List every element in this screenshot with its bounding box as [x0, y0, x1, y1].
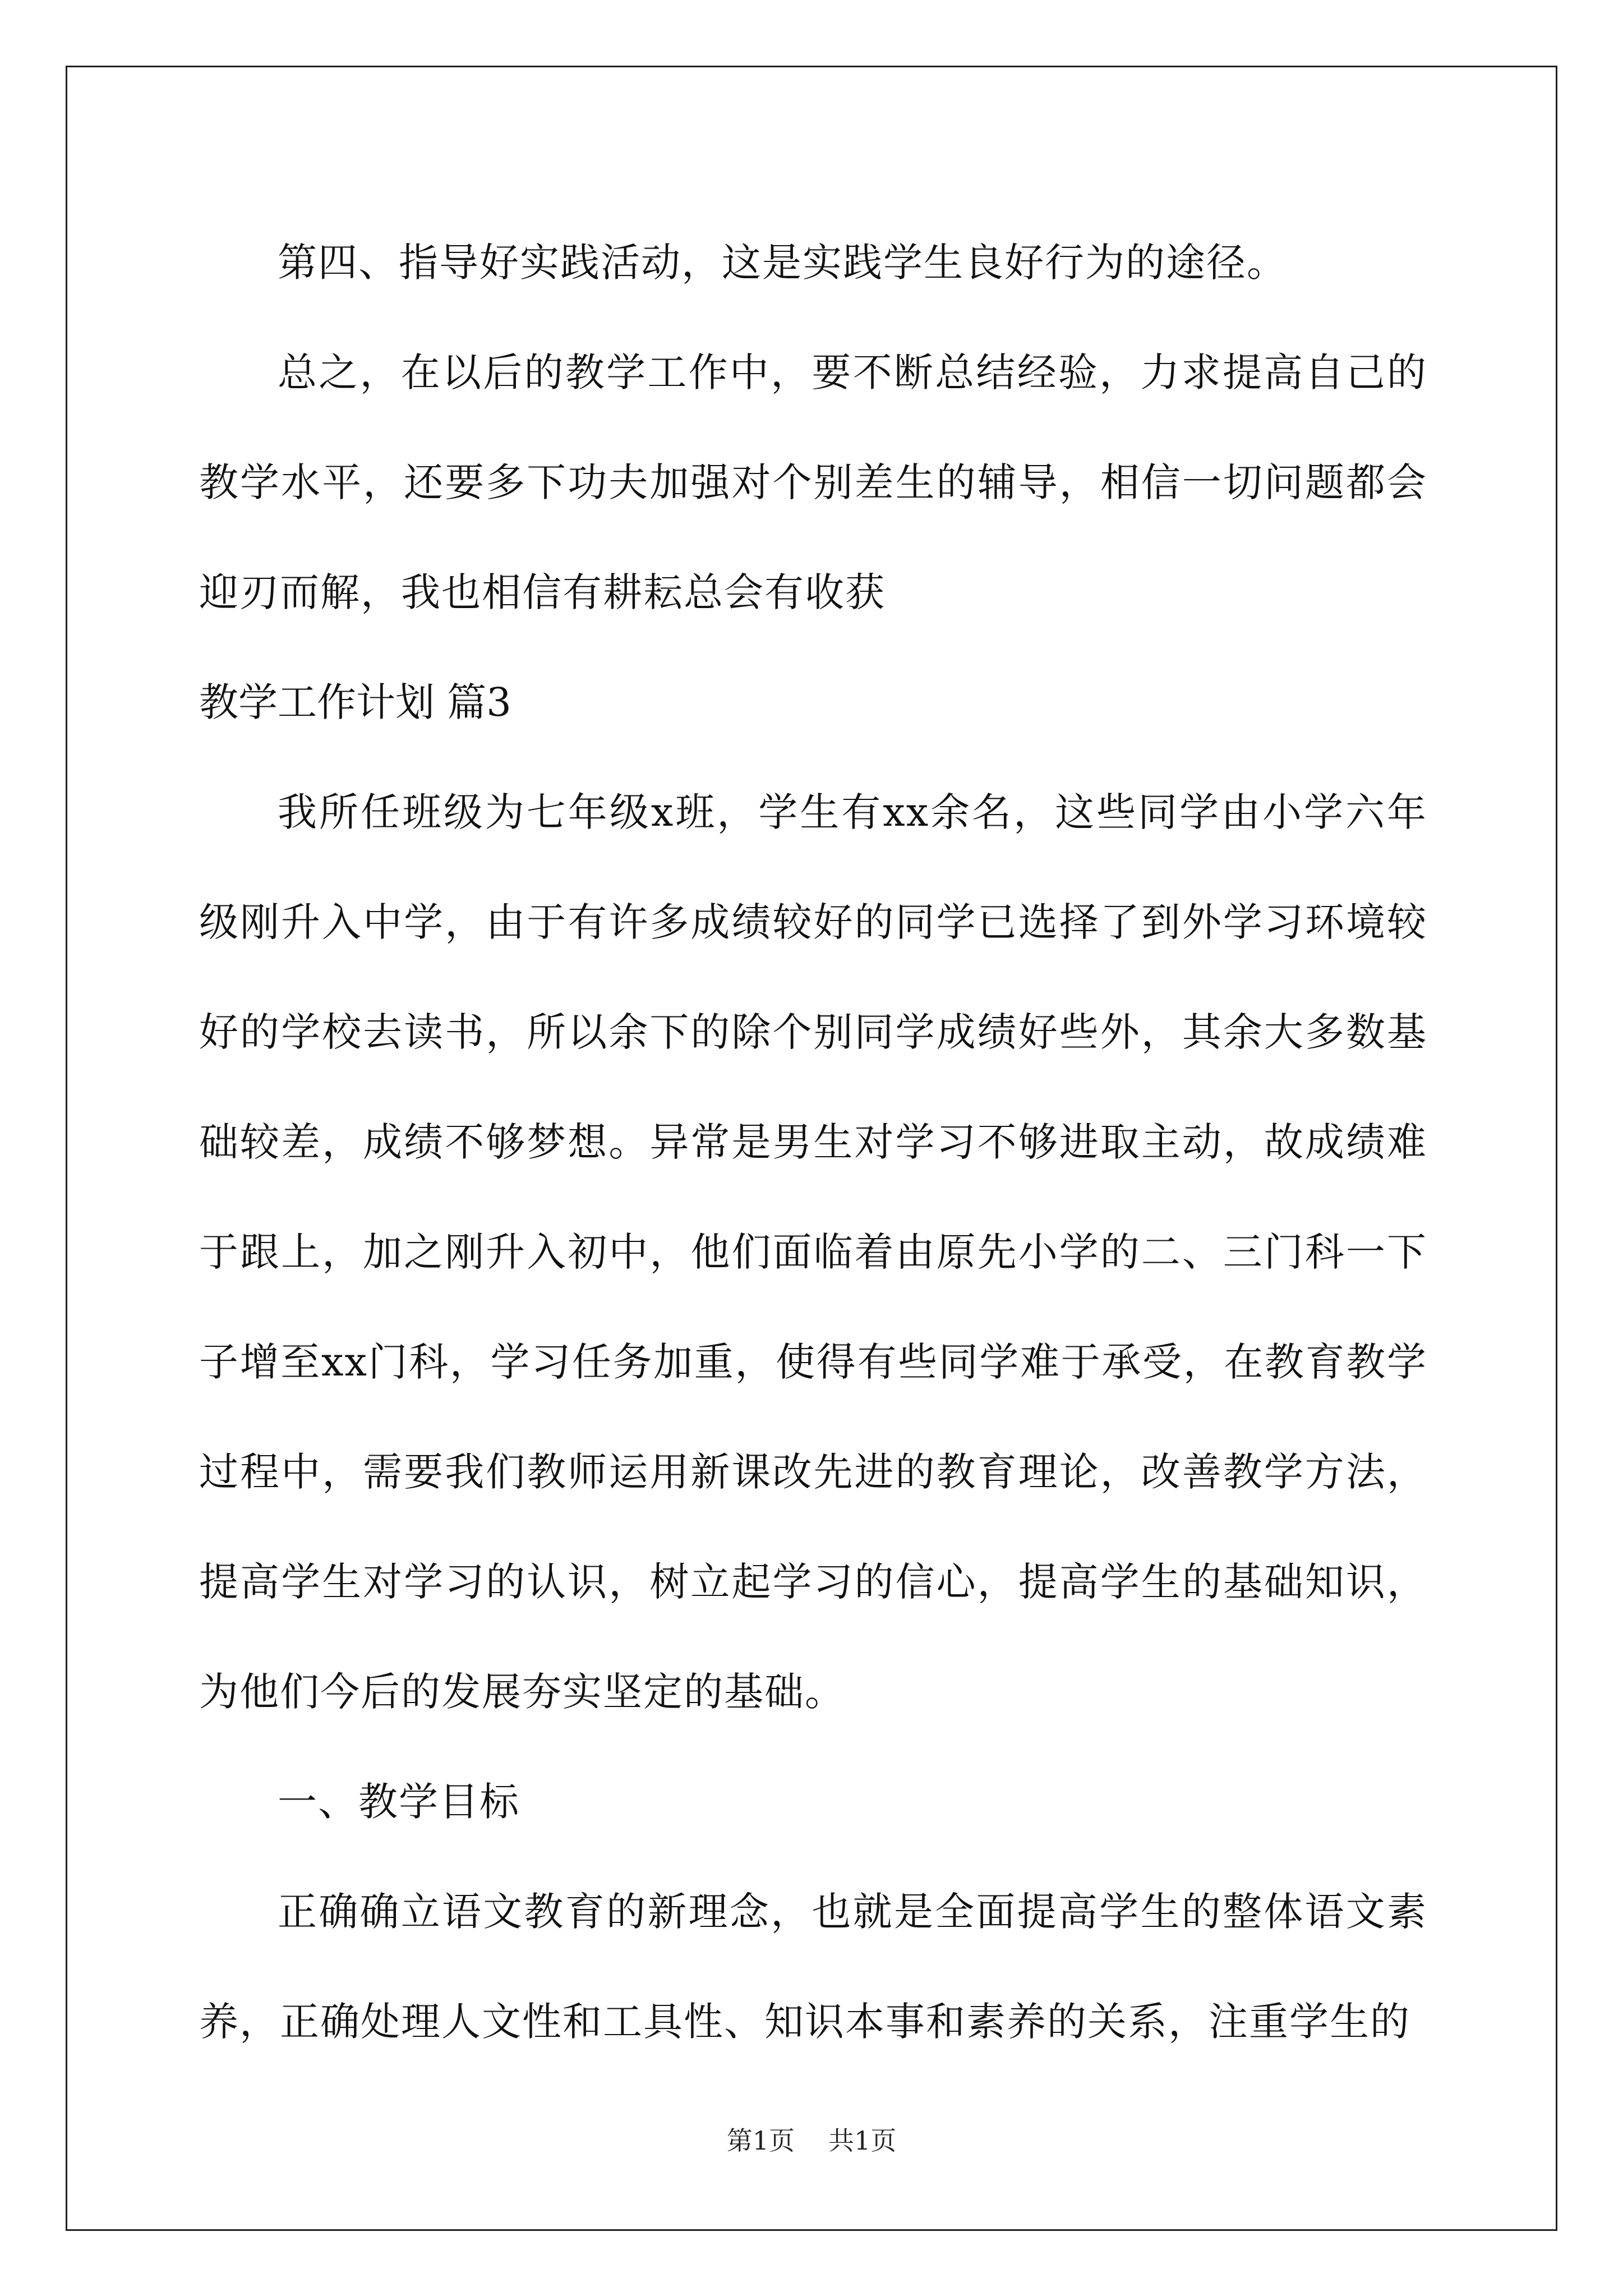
paragraph-practice: 第四、指导好实践活动，这是实践学生良好行为的途径。	[278, 240, 1287, 286]
page-total: 共1页	[828, 2125, 897, 2156]
section-heading: 教学工作计划 篇3	[199, 679, 511, 725]
subheading-teaching-goals: 一、教学目标	[278, 1779, 520, 1825]
paragraph-goals: 正确确立语文教育的新理念，也就是全面提高学生的整体语文素养，正确处理人文性和工具性、知识本事和素养的关系，注重学生的	[199, 1889, 1427, 2045]
paragraph-summary: 总之，在以后的教学工作中，要不断总结经验，力求提高自己的教学水平，还要多下功夫加强对个别差生的辅导，相信一切问题都会迎刃而解，我也相信有耕耘总会有收获	[199, 349, 1427, 615]
page-footer	[0, 2120, 1623, 2157]
paragraph-class-description: 我所任班级为七年级x班，学生有xx余名，这些同学由小学六年级刚升入中学，由于有许多成绩较好的同学已选择了到外学习环境较好的学校去读书，所以余下的除个别同学成绩好些外，其余大多数基础较差，成绩不够梦想。异常是男生对学习不够进取主动，故成绩难于跟上，加之刚升入初中，他们面临着由原先小学的二、三门科一下子增至xx门科，学习任务加重，使得有些同学难于承受，在教育教学过程中，需要我们教师运用新课改先进的教育理论，改善教学方法，提高学生对学习的认识，树立起学习的信心，提高学生的基础知识，为他们今后的发展夯实坚定的基础。	[199, 789, 1427, 1715]
document-body	[199, 208, 1427, 2077]
page-number: 第1页	[726, 2125, 795, 2156]
